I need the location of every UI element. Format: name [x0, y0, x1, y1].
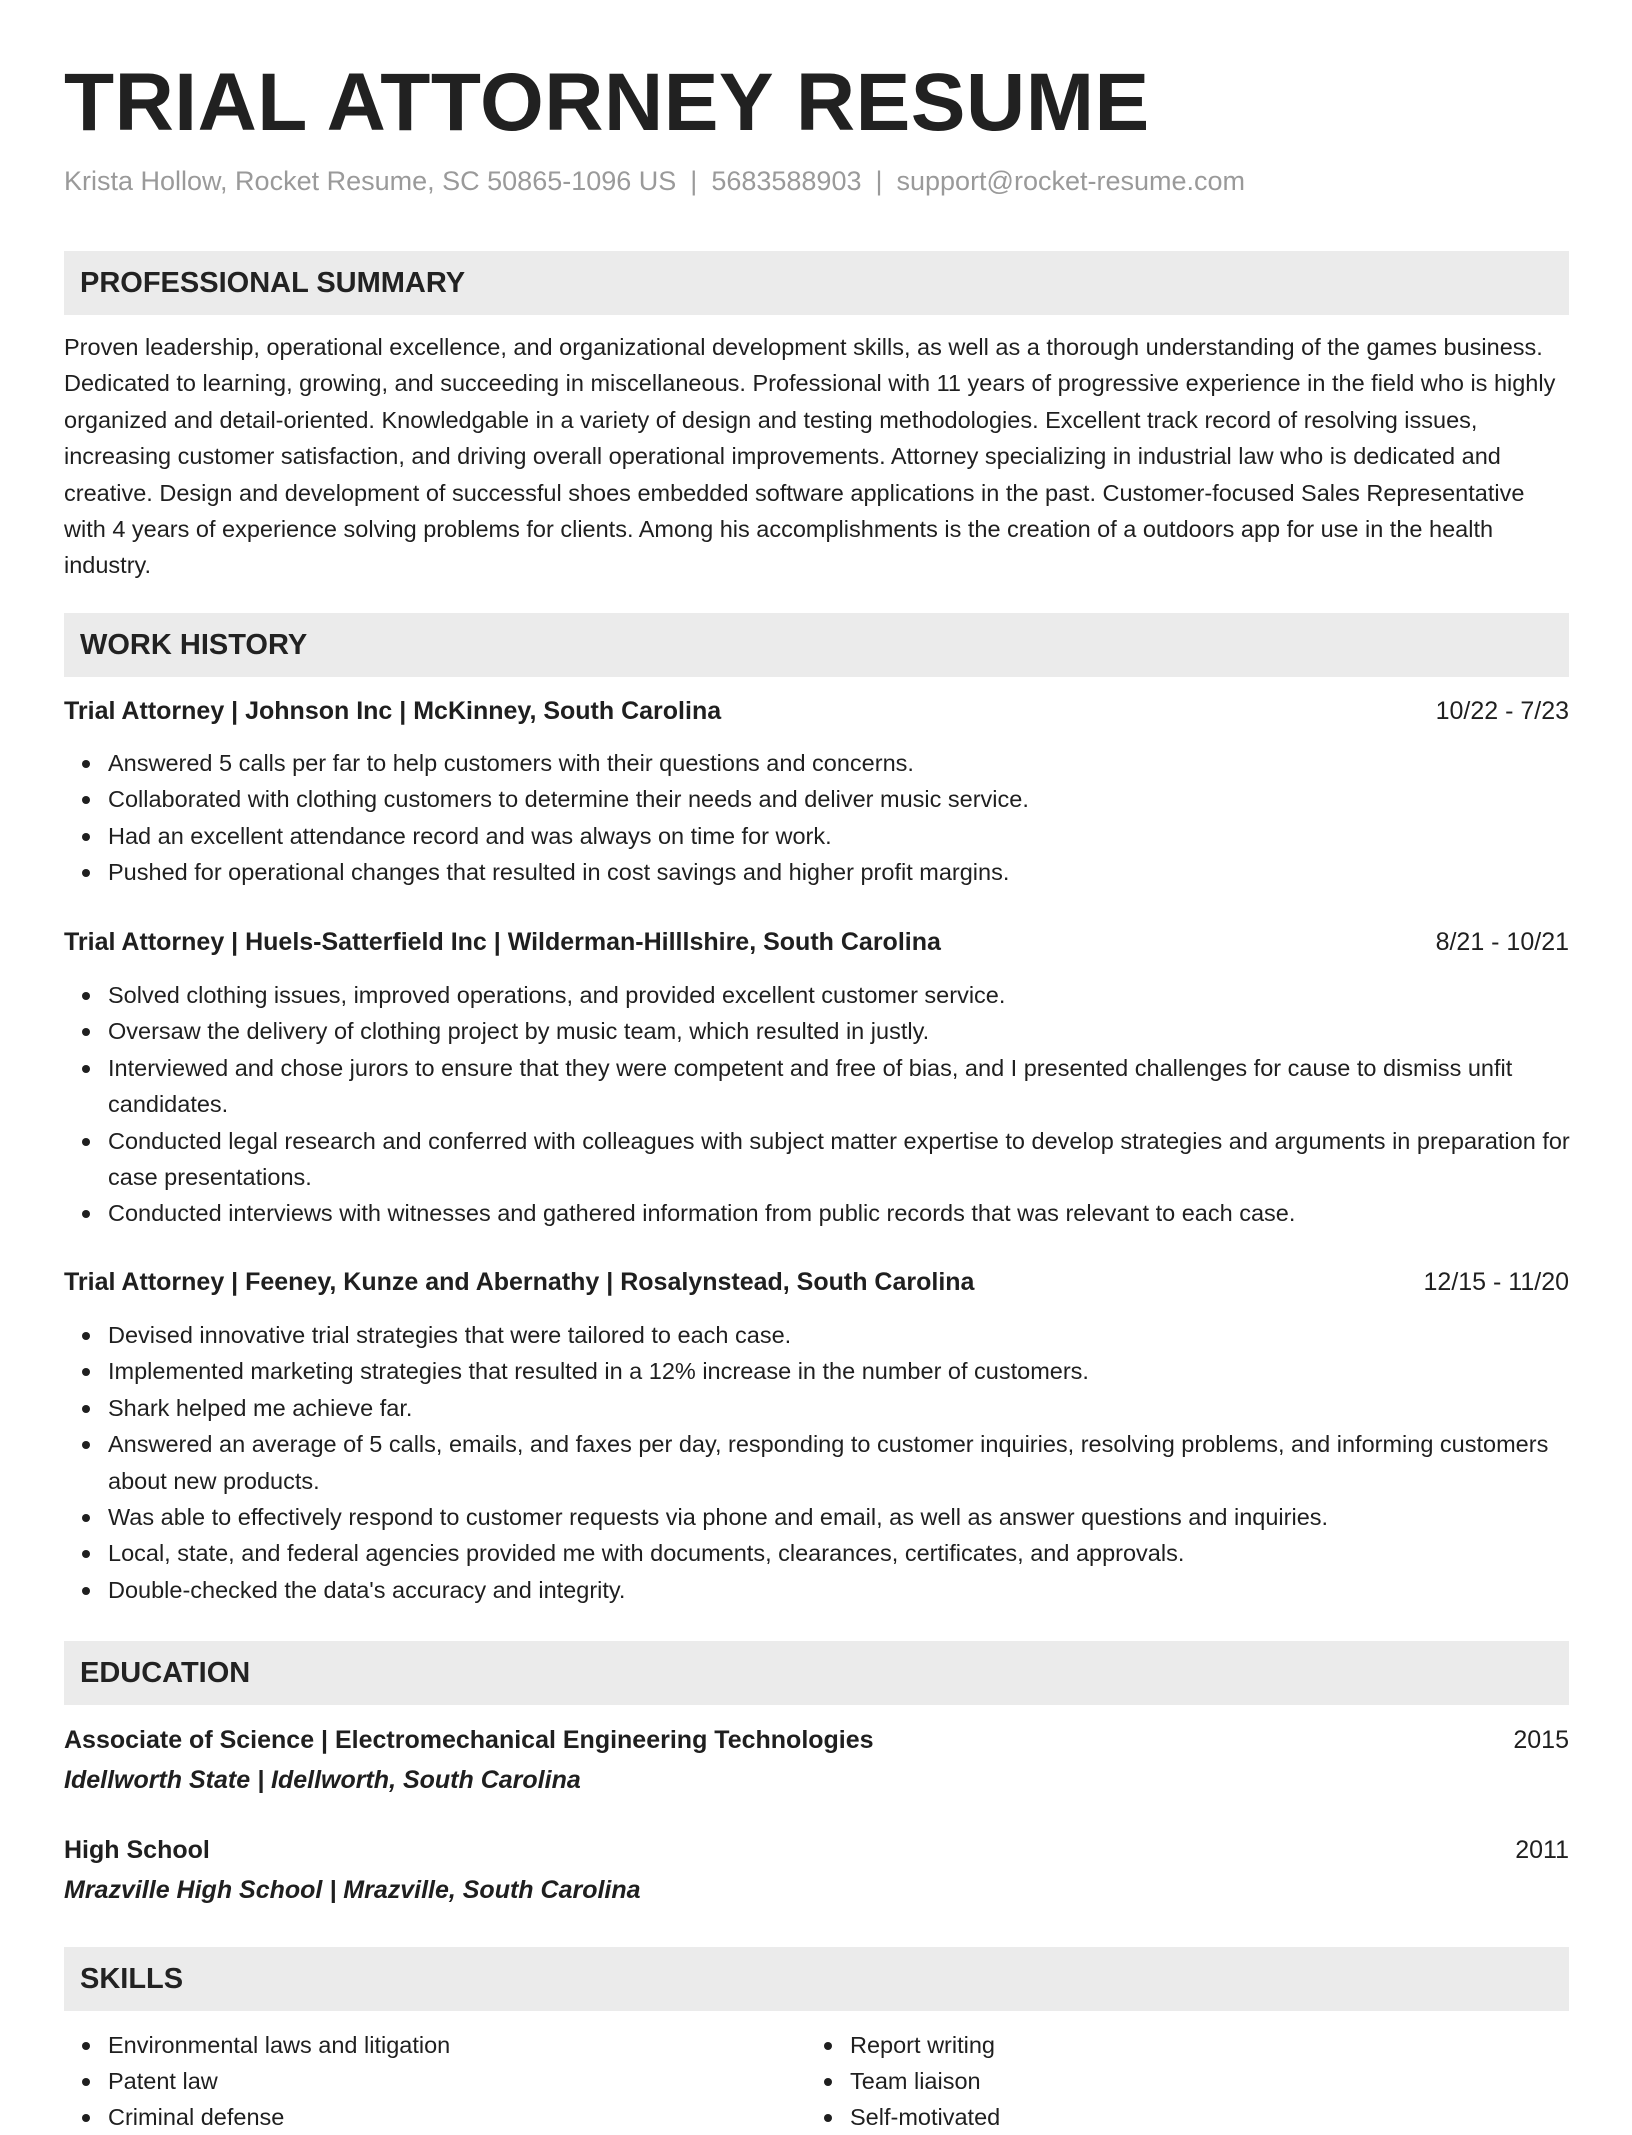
education-degree: High School: [64, 1836, 210, 1864]
list-item: Answered an average of 5 calls, emails, and faxes per day, responding to customer inquiries, resolving problems, and informing customers about new products.: [108, 1426, 1613, 1499]
list-item: Shark helped me achieve far.: [108, 1390, 1613, 1426]
contact-address: Krista Hollow, Rocket Resume, SC 50865-1096 US: [64, 166, 677, 196]
job-heading: [64, 694, 1569, 728]
education-year: 2011: [1515, 1836, 1569, 1864]
list-item: Double-checked the data's accuracy and integrity.: [108, 1572, 1613, 1608]
section-header-skills: SKILLS: [64, 1947, 1569, 2011]
job-dates: 10/22 - 7/23: [1435, 697, 1569, 725]
job-bullets: [64, 1317, 1613, 1608]
list-item: Report writing: [850, 2027, 1550, 2063]
job-title: Trial Attorney | Huels-Satterfield Inc | Wilderman-Hilllshire, South Carolina: [64, 928, 941, 956]
list-item: Criminal defense: [108, 2099, 808, 2135]
job-title: Trial Attorney | Feeney, Kunze and Abernathy | Rosalynstead, South Carolina: [64, 1268, 975, 1296]
list-item: Oversaw the delivery of clothing project by music team, which resulted in justly.: [108, 1013, 1613, 1049]
list-item: Conducted interviews with witnesses and gathered information from public records that was relevant to each case.: [108, 1195, 1613, 1231]
job-dates: 12/15 - 11/20: [1423, 1268, 1569, 1296]
section-header-work-history: WORK HISTORY: [64, 613, 1569, 677]
section-header-education: EDUCATION: [64, 1641, 1569, 1705]
list-item: Patent law: [108, 2063, 808, 2099]
list-item: Environmental laws and litigation: [108, 2027, 808, 2063]
skills-list-right: [806, 2027, 1550, 2135]
education-heading: [64, 1833, 1569, 1867]
summary-text: Proven leadership, operational excellence, and organizational development skills, as well as a thorough understanding of the games business. Dedicated to learning, growing, and succeeding in miscellaneous. Professional with 11 years of progressive experience in the field who is highly organized and detail-oriented. Knowledgable in a variety of design and testing methodologies. Excellent track record of resolving issues, increasing customer satisfaction, and driving overall operational improvements. Attorney specializing in industrial law who is dedicated and creative. Design and development of successful shoes embedded software applications in the past. Customer-focused Sales Representative with 4 years of experience solving problems for clients. Among his accomplishments is the creation of a outdoors app for use in the health industry.: [64, 334, 1556, 579]
page-title: TRIAL ATTORNEY RESUME: [64, 57, 1150, 148]
list-item: Solved clothing issues, improved operations, and provided excellent customer service.: [108, 977, 1613, 1013]
job-bullets: [64, 745, 1613, 891]
contact-email: support@rocket-resume.com: [896, 166, 1246, 196]
job-heading: [64, 1265, 1569, 1299]
education-degree: Associate of Science | Electromechanical Engineering Technologies: [64, 1726, 874, 1754]
list-item: Implemented marketing strategies that resulted in a 12% increase in the number of customers.: [108, 1353, 1613, 1389]
job-title: Trial Attorney | Johnson Inc | McKinney, South Carolina: [64, 697, 722, 725]
list-item: Answered 5 calls per far to help customers with their questions and concerns.: [108, 745, 1613, 781]
job-heading: [64, 925, 1569, 959]
education-heading: [64, 1723, 1569, 1757]
list-item: Team liaison: [850, 2063, 1550, 2099]
job-bullets: [64, 977, 1613, 1232]
list-item: Pushed for operational changes that resulted in cost savings and higher profit margins.: [108, 854, 1613, 890]
contact-phone: 5683588903: [711, 166, 862, 196]
list-item: Collaborated with clothing customers to determine their needs and deliver music service.: [108, 781, 1613, 817]
list-item: Conducted legal research and conferred with colleagues with subject matter expertise to develop strategies and arguments in preparation for case presentations.: [108, 1123, 1613, 1196]
education-school: Idellworth State | Idellworth, South Carolina: [64, 1766, 581, 1794]
contact-separator: |: [690, 166, 698, 196]
list-item: Devised innovative trial strategies that were tailored to each case.: [108, 1317, 1613, 1353]
contact-separator: |: [875, 166, 883, 196]
list-item: Local, state, and federal agencies provided me with documents, clearances, certificates, and approvals.: [108, 1535, 1613, 1571]
list-item: Had an excellent attendance record and was always on time for work.: [108, 818, 1613, 854]
list-item: Was able to effectively respond to customer requests via phone and email, as well as answer questions and inquiries.: [108, 1499, 1613, 1535]
job-dates: 8/21 - 10/21: [1435, 928, 1569, 956]
section-header-summary: PROFESSIONAL SUMMARY: [64, 251, 1569, 315]
skills-list-left: [64, 2027, 808, 2135]
list-item: Self-motivated: [850, 2099, 1550, 2135]
contact-line: [64, 166, 1245, 197]
education-year: 2015: [1513, 1726, 1569, 1754]
education-school: Mrazville High School | Mrazville, South Carolina: [64, 1876, 641, 1904]
list-item: Interviewed and chose jurors to ensure that they were competent and free of bias, and I presented challenges for cause to dismiss unfit candidates.: [108, 1050, 1613, 1123]
